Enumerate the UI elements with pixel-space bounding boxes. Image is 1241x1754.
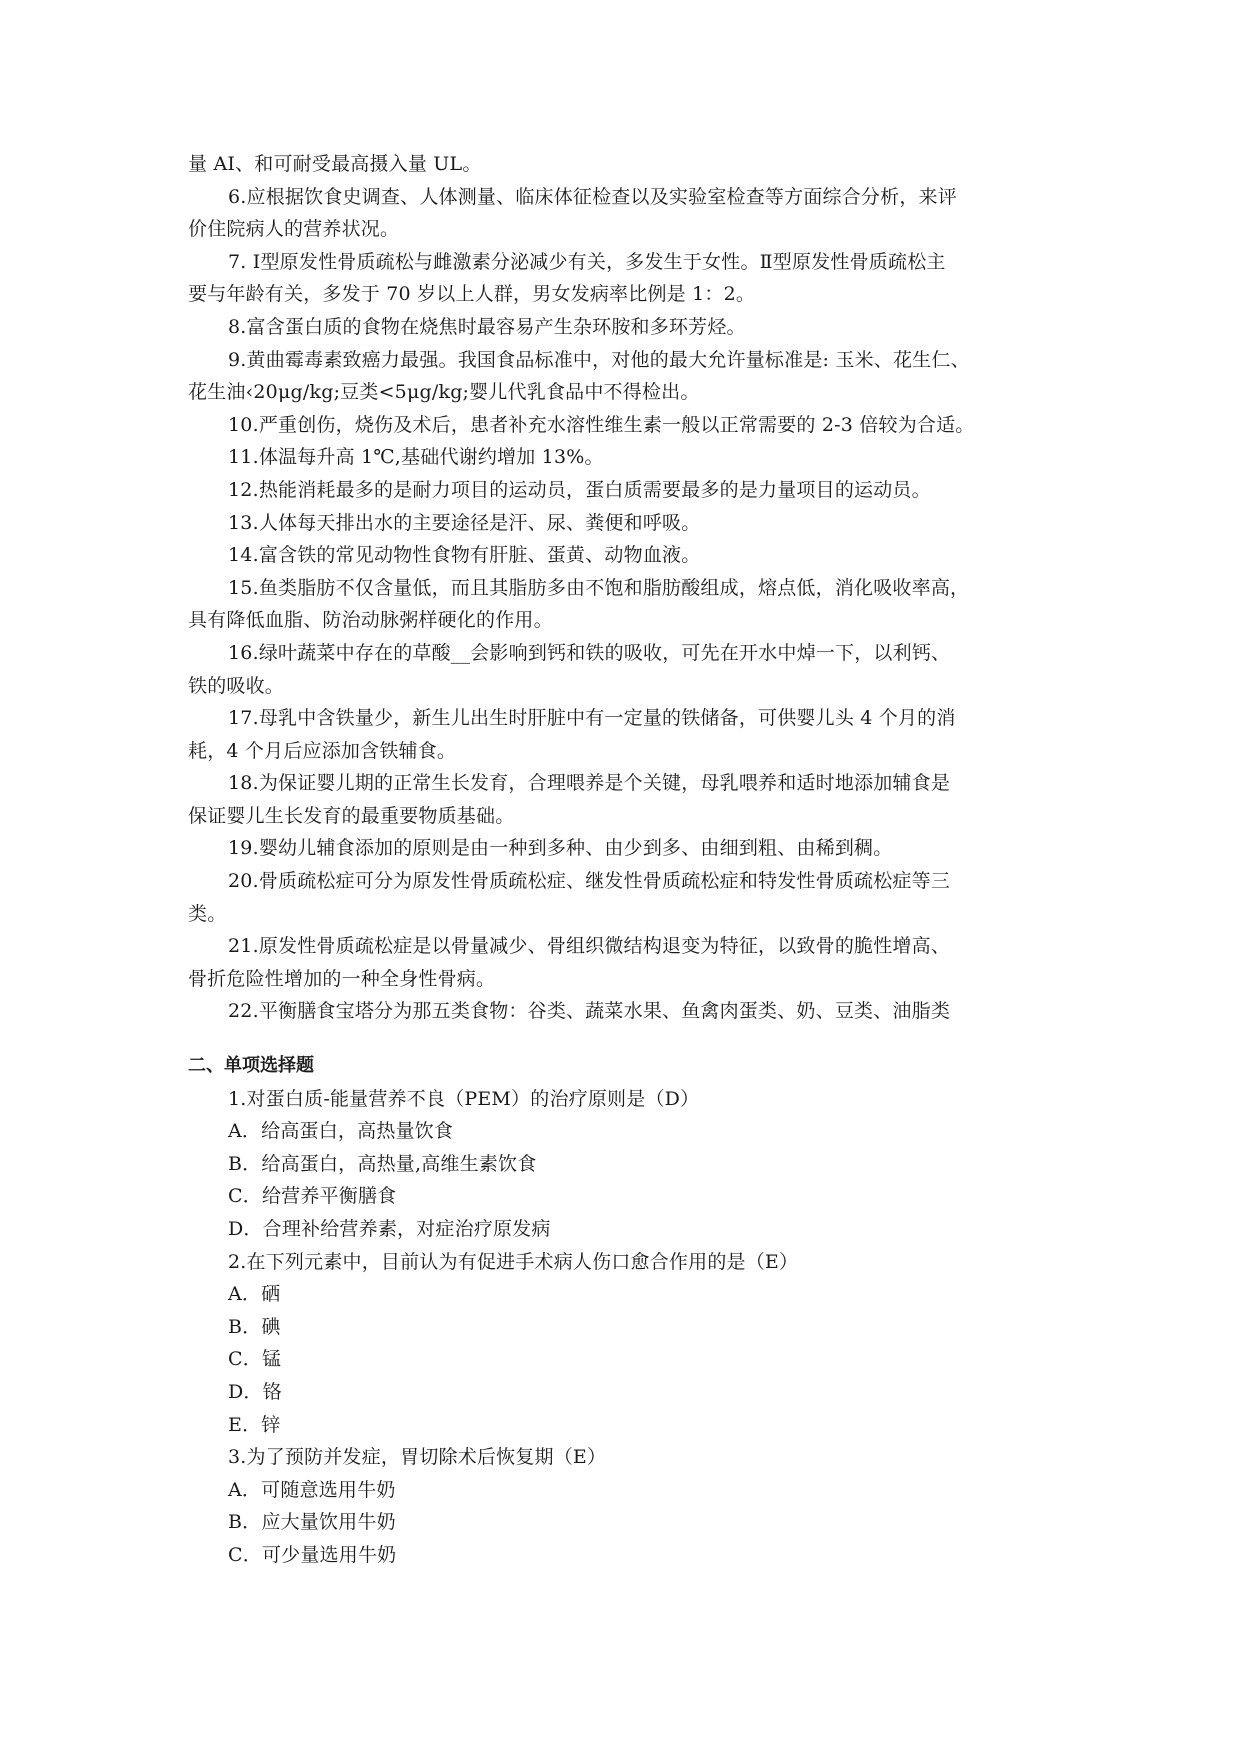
text-line: 22.平衡膳食宝塔分为那五类食物：谷类、蔬菜水果、鱼禽肉蛋类、奶、豆类、油脂类 bbox=[228, 1000, 951, 1023]
text-line: 保证婴儿生长发育的最重要物质基础。 bbox=[188, 804, 515, 827]
text-line: 10.严重创伤，烧伤及术后，患者补充水溶性维生素一般以正常需要的 2-3 倍较为合适。 bbox=[228, 413, 975, 436]
text-line: 价住院病人的营养状况。 bbox=[188, 218, 400, 241]
document-page bbox=[188, 148, 1058, 1572]
answer-option: A．硒 bbox=[228, 1283, 281, 1306]
text-line: 12.热能消耗最多的是耐力项目的运动员，蛋白质需要最多的是力量项目的运动员。 bbox=[228, 478, 931, 501]
question-stem: 2.在下列元素中，目前认为有促进手术病人伤口愈合作用的是（E） bbox=[228, 1250, 799, 1273]
text-line: 铁的吸收。 bbox=[188, 674, 285, 697]
answer-option: C．可少量选用牛奶 bbox=[228, 1543, 397, 1566]
question-stem: 3.为了预防并发症，胃切除术后恢复期（E） bbox=[228, 1446, 607, 1469]
text-line: 11.体温每升高 1℃,基础代谢约增加 13%。 bbox=[228, 446, 604, 469]
text-line: 21.原发性骨质疏松症是以骨量减少、骨组织微结构退变为特征，以致骨的脆性增高、 bbox=[228, 935, 951, 958]
fill-in-section bbox=[188, 148, 1058, 1028]
answer-option: C．锰 bbox=[228, 1348, 282, 1371]
answer-option: B．应大量饮用牛奶 bbox=[228, 1511, 396, 1534]
answer-option: A．给高蛋白，高热量饮食 bbox=[228, 1120, 454, 1143]
answer-option: E．锌 bbox=[228, 1413, 281, 1436]
text-line: 具有降低血脂、防治动脉粥样硬化的作用。 bbox=[188, 609, 553, 632]
text-line: 6.应根据饮食史调查、人体测量、临床体征检查以及实验室检查等方面综合分析，来评 bbox=[228, 185, 957, 208]
text-line: 15.鱼类脂肪不仅含量低，而且其脂肪多由不饱和脂肪酸组成，熔点低，消化吸收率高， bbox=[228, 576, 970, 599]
answer-option: C．给营养平衡膳食 bbox=[228, 1185, 397, 1208]
section-heading: 二、单项选择题 bbox=[188, 1055, 314, 1077]
text-line: 花生油‹20μg/kg;豆类<5μg/kg;婴儿代乳食品中不得检出。 bbox=[188, 381, 700, 404]
text-line: 类。 bbox=[188, 902, 227, 925]
text-line: 要与年龄有关，多发于 70 岁以上人群，男女发病率比例是 1：2。 bbox=[188, 283, 756, 306]
text-line: 13.人体每天排出水的主要途径是汗、尿、粪便和呼吸。 bbox=[228, 511, 701, 534]
text-line: 骨折危险性增加的一种全身性骨病。 bbox=[188, 967, 496, 990]
answer-option: B．碘 bbox=[228, 1315, 281, 1338]
answer-option: D．铬 bbox=[228, 1380, 282, 1403]
text-line: 8.富含蛋白质的食物在烧焦时最容易产生杂环胺和多环芳烃。 bbox=[228, 315, 746, 338]
text-line: 7. Ⅰ型原发性骨质疏松与雌激素分泌减少有关，多发生于女性。Ⅱ型原发性骨质疏松主 bbox=[228, 250, 946, 273]
question-stem: 1.对蛋白质-能量营养不良（PEM）的治疗原则是（D） bbox=[228, 1087, 700, 1110]
answer-option: B．给高蛋白，高热量,高维生素饮食 bbox=[228, 1152, 537, 1175]
answer-option: A．可随意选用牛奶 bbox=[228, 1478, 396, 1501]
text-line: 耗，4 个月后应添加含铁辅食。 bbox=[188, 739, 457, 762]
text-line: 20.骨质疏松症可分为原发性骨质疏松症、继发性骨质疏松症和特发性骨质疏松症等三 bbox=[228, 870, 951, 893]
text-line: 16.绿叶蔬菜中存在的草酸__会影响到钙和铁的吸收，可先在开水中焯一下，以利钙、 bbox=[228, 641, 951, 664]
text-line: 18.为保证婴儿期的正常生长发育，合理喂养是个关键，母乳喂养和适时地添加辅食是 bbox=[228, 772, 951, 795]
text-line: 14.富含铁的常见动物性食物有肝脏、蛋黄、动物血液。 bbox=[228, 544, 701, 567]
text-line: 9.黄曲霉毒素致癌力最强。我国食品标准中，对他的最大允许量标准是: 玉米、花生仁、 bbox=[228, 348, 970, 371]
answer-option: D．合理补给营养素，对症治疗原发病 bbox=[228, 1218, 551, 1240]
choice-section bbox=[188, 1083, 1058, 1572]
text-line: 19.婴幼儿辅食添加的原则是由一种到多种、由少到多、由细到粗、由稀到稠。 bbox=[228, 837, 893, 860]
text-line: 量 AI、和可耐受最高摄入量 UL。 bbox=[188, 153, 482, 175]
text-line: 17.母乳中含铁量少，新生儿出生时肝脏中有一定量的铁储备，可供婴儿头 4 个月的消 bbox=[228, 707, 956, 730]
